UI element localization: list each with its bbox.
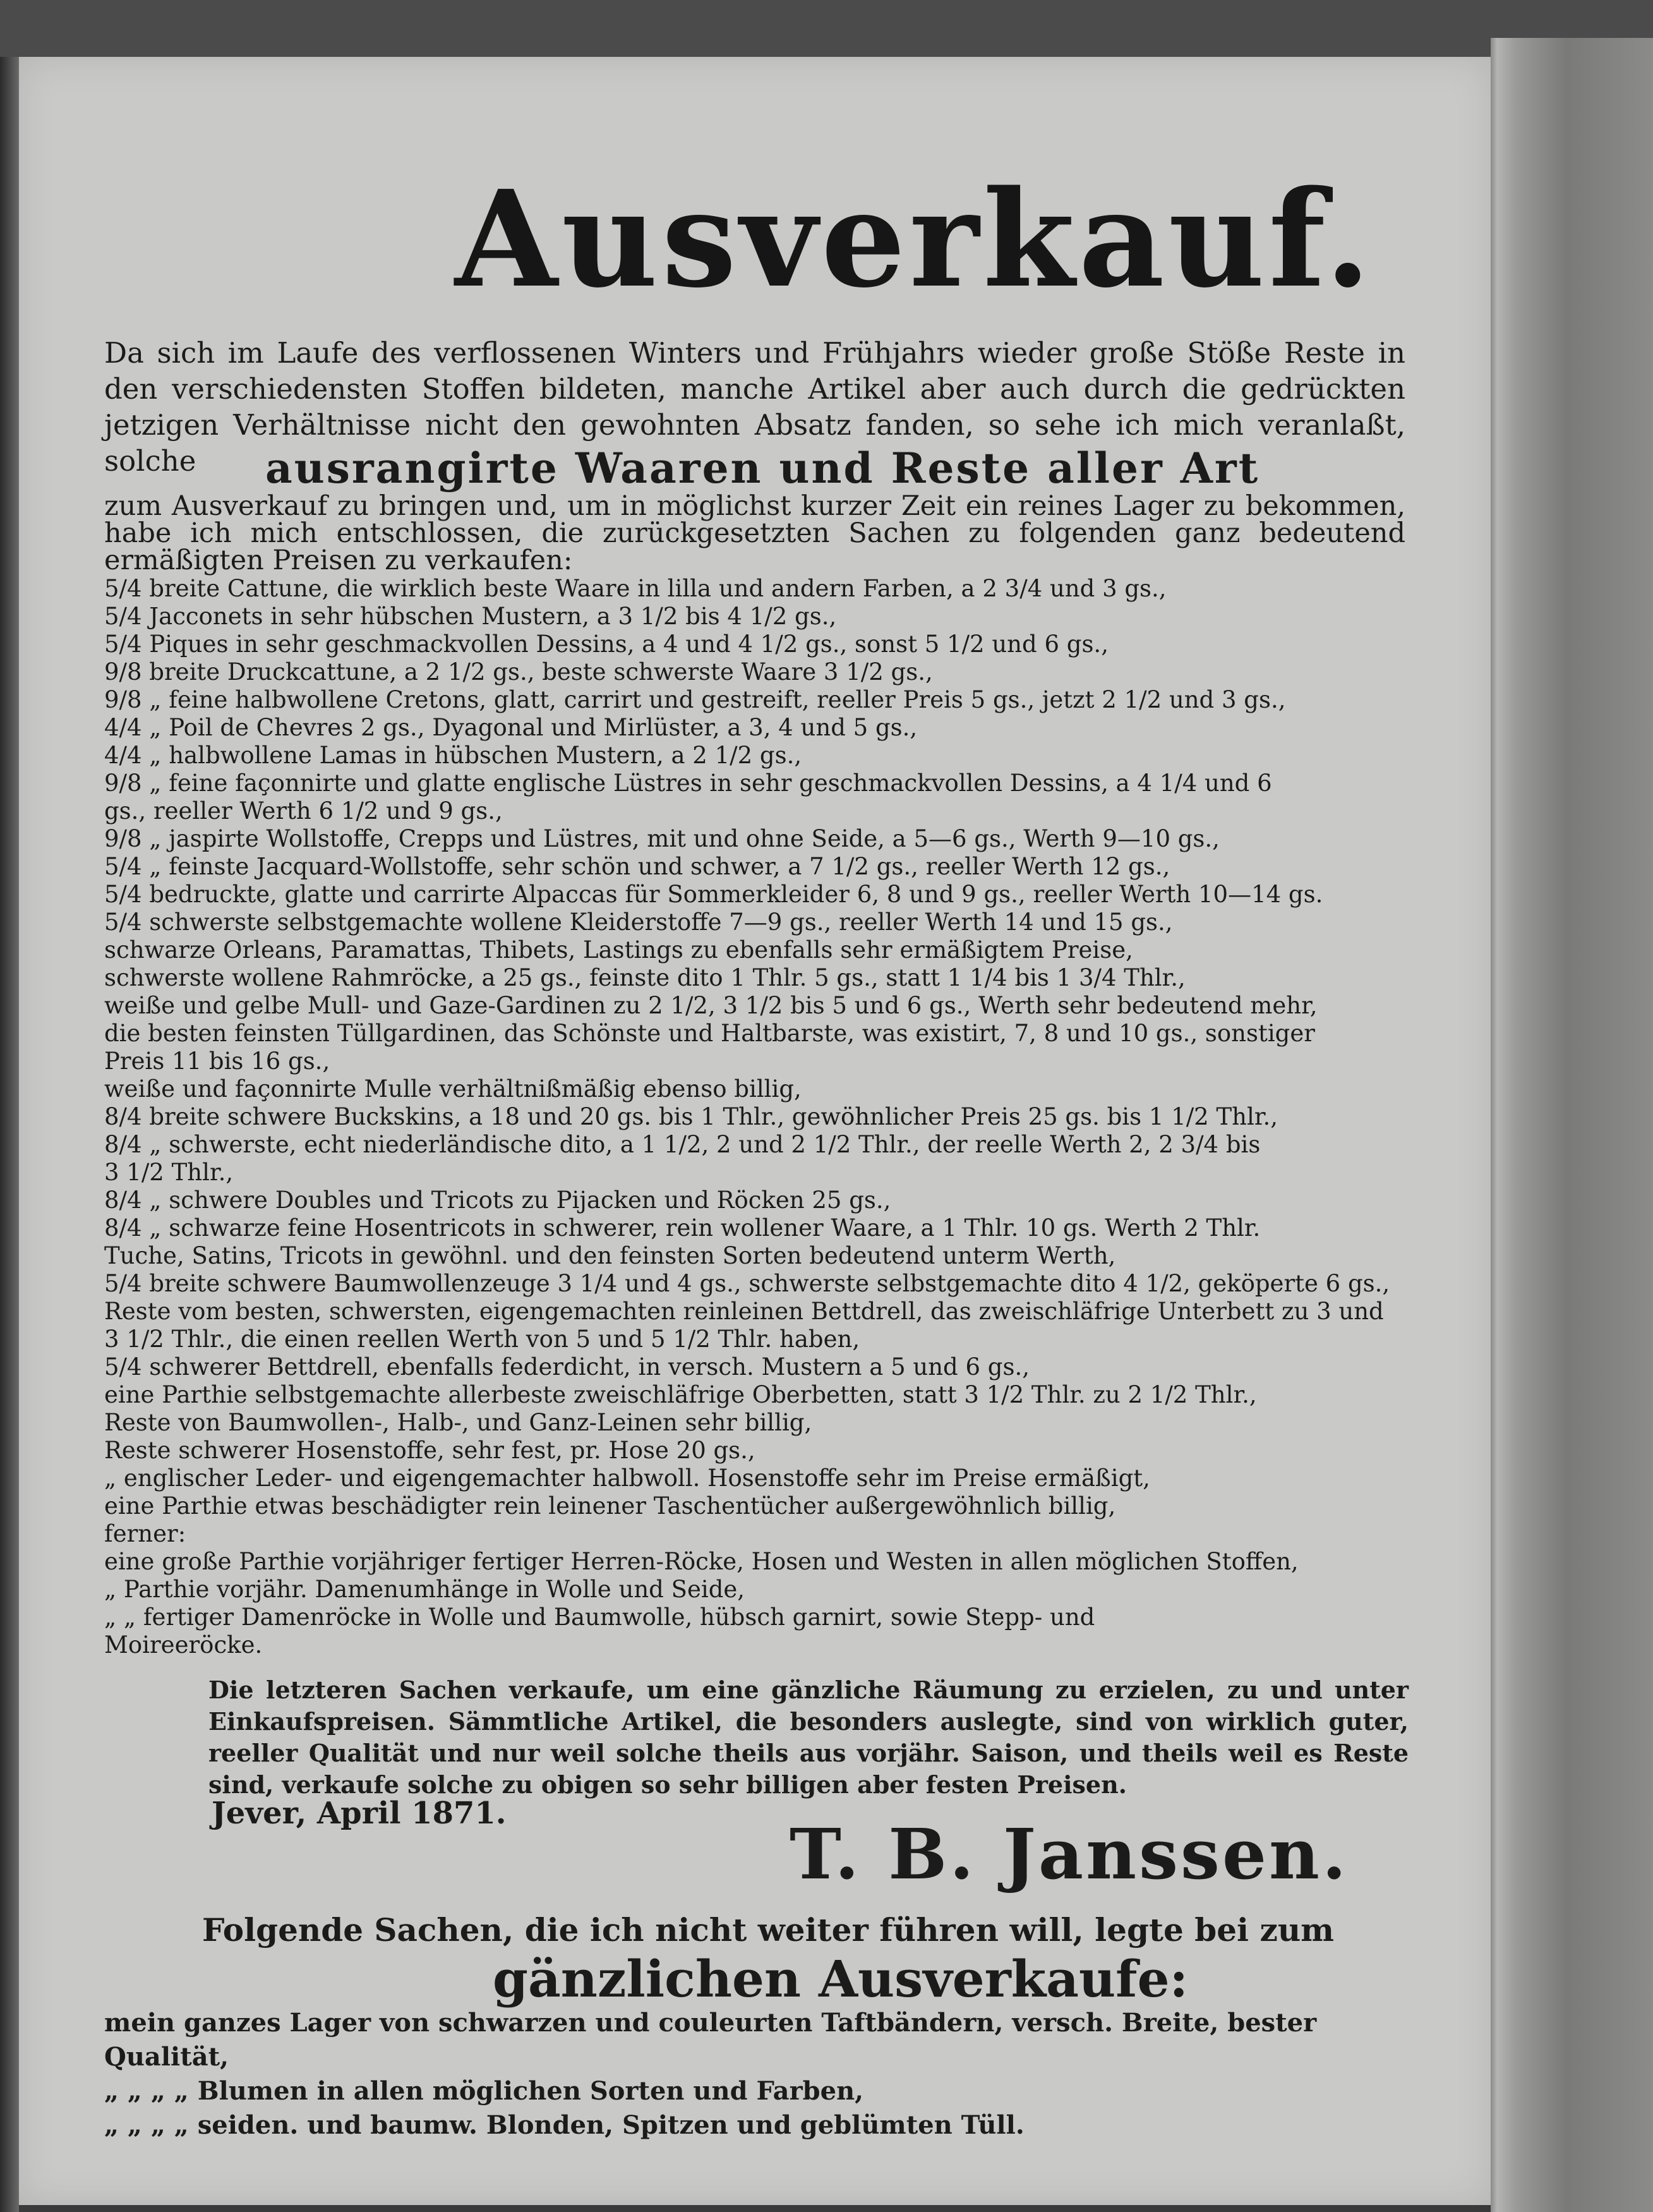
intro-paragraph: Da sich im Laufe des verflossenen Winters und Frühjahrs wieder große Stöße Reste in den verschiedensten Stoffen bildeten, manche Artikel aber auch durch die gedrückten jetzigen Verhältnisse nicht den gewohnten Absatz fanden, so sehe ich mich veranlaßt, solche (104, 336, 1405, 478)
price-list-item: eine große Parthie vorjähriger fertiger Herren-Röcke, Hosen und Westen in allen möglichen Stoffen, (104, 1548, 1299, 1575)
price-list-item: Reste schwerer Hosenstoffe, sehr fest, pr. Hose 20 gs., (104, 1437, 755, 1464)
price-list-item: Reste von Baumwollen-, Halb-, und Ganz-Leinen sehr billig, (104, 1409, 812, 1436)
final-heading: gänzlichen Ausverkaufe: (493, 1949, 1189, 2009)
price-list-item: ferner: (104, 1520, 186, 1547)
final-intro: Folgende Sachen, die ich nicht weiter führen will, legte bei zum (202, 1911, 1335, 1949)
price-list-item: 5/4 breite schwere Baumwollenzeuge 3 1/4 und 4 gs., schwerste selbstgemachte dito 4 1/2, geköperte 6 gs., (104, 1270, 1390, 1297)
price-list-item: 9/8 „ feine façonnirte und glatte englische Lüstres in sehr geschmackvollen Dessins, a 4 1/4 und 6 (104, 770, 1272, 797)
newspaper-page (19, 57, 1491, 2205)
price-list-item: Tuche, Satins, Tricots in gewöhnl. und den feinsten Sorten bedeutend unterm Werth, (104, 1242, 1116, 1269)
closing-paragraph: Die letzteren Sachen verkaufe, um eine gänzliche Räumung zu erzielen, zu und unter Einkaufspreisen. Sämmtliche Artikel, die besonders auslegte, sind von wirklich guter, reeller Qualität und nur weil solche theils aus vorjähr. Saison, und theils weil es Reste sind, verkaufe solche zu obigen so sehr billigen aber festen Preisen. (208, 1676, 1409, 1799)
final-line: „ „ „ „ seiden. und baumw. Blonden, Spitzen und geblümten Tüll. (104, 2110, 1025, 2140)
price-list-item: 9/8 breite Druckcattune, a 2 1/2 gs., beste schwerste Waare 3 1/2 gs., (104, 658, 933, 686)
subheading: ausrangirte Waaren und Reste aller Art (265, 444, 1260, 493)
price-list-item: weiße und gelbe Mull- und Gaze-Gardinen zu 2 1/2, 3 1/2 bis 5 und 6 gs., Werth sehr bedeutend mehr, (104, 992, 1318, 1019)
book-spine (0, 57, 19, 2212)
price-list-item: 5/4 breite Cattune, die wirklich beste Waare in lilla und andern Farben, a 2 3/4 und 3 gs., (104, 575, 1167, 602)
final-list (104, 2006, 1431, 2142)
price-list-item: 4/4 „ halbwollene Lamas in hübschen Mustern, a 2 1/2 gs., (104, 742, 802, 769)
price-list-item: 5/4 schwerer Bettdrell, ebenfalls federdicht, in versch. Mustern a 5 und 6 gs., (104, 1353, 1030, 1381)
ad-title: Ausverkauf. (455, 161, 1375, 317)
page-edge-stack (1491, 38, 1653, 2212)
price-list-item: 3 1/2 Thlr., die einen reellen Werth von 5 und 5 1/2 Thlr. haben, (104, 1326, 860, 1353)
scan-top-edge (0, 0, 1653, 57)
intro-paragraph-2: zum Ausverkauf zu bringen und, um in möglichst kurzer Zeit ein reines Lager zu bekommen, habe ich mich entschlossen, die zurückgesetzten Sachen zu folgenden ganz bedeutend ermäßigten Preisen zu verkaufen: (104, 490, 1405, 576)
price-list-item: 9/8 „ feine halbwollene Cretons, glatt, carrirt und gestreift, reeller Preis 5 gs., jetzt 2 1/2 und 3 gs., (104, 686, 1286, 713)
price-list-item: 5/4 Piques in sehr geschmackvollen Dessins, a 4 und 4 1/2 gs., sonst 5 1/2 und 6 gs., (104, 631, 1109, 658)
price-list-item: 5/4 bedruckte, glatte und carrirte Alpaccas für Sommerkleider 6, 8 und 9 gs., reeller Werth 10—14 gs. (104, 881, 1323, 908)
price-list-item: Preis 11 bis 16 gs., (104, 1048, 330, 1075)
place-date: Jever, April 1871. (212, 1796, 507, 1831)
price-list-item: schwerste wollene Rahmröcke, a 25 gs., feinste dito 1 Thlr. 5 gs., statt 1 1/4 bis 1 3/4 Thlr., (104, 964, 1186, 991)
price-list-item: 8/4 „ schwarze feine Hosentricots in schwerer, rein wollener Waare, a 1 Thlr. 10 gs. Werth 2 Thlr. (104, 1214, 1261, 1242)
signature: T. B. Janssen. (790, 1813, 1349, 1895)
price-list-item: 4/4 „ Poil de Chevres 2 gs., Dyagonal und Mirlüster, a 3, 4 und 5 gs., (104, 714, 918, 741)
price-list-item: eine Parthie selbstgemachte allerbeste zweischläfrige Oberbetten, statt 3 1/2 Thlr. zu 2 1/2 Thlr., (104, 1381, 1257, 1408)
price-list-item: eine Parthie etwas beschädigter rein leinener Taschentücher außergewöhnlich billig, (104, 1492, 1116, 1520)
price-list-item: „ Parthie vorjähr. Damenumhänge in Wolle und Seide, (104, 1576, 745, 1603)
price-list-item: gs., reeller Werth 6 1/2 und 9 gs., (104, 797, 503, 825)
price-list-item: 5/4 Jacconets in sehr hübschen Mustern, a 3 1/2 bis 4 1/2 gs., (104, 603, 837, 630)
price-list-item: 5/4 schwerste selbstgemachte wollene Kleiderstoffe 7—9 gs., reeller Werth 14 und 15 gs., (104, 909, 1173, 936)
price-list-item: 5/4 „ feinste Jacquard-Wollstoffe, sehr schön und schwer, a 7 1/2 gs., reeller Werth 12 gs., (104, 853, 1170, 880)
price-list-item: 8/4 breite schwere Buckskins, a 18 und 20 gs. bis 1 Thlr., gewöhnlicher Preis 25 gs. bis 1 1/2 Thlr., (104, 1103, 1278, 1130)
price-list-item: weiße und façonnirte Mulle verhältnißmäßig ebenso billig, (104, 1075, 802, 1103)
final-line: „ „ „ „ Blumen in allen möglichen Sorten und Farben, (104, 2076, 864, 2106)
price-list-item: 3 1/2 Thlr., (104, 1159, 234, 1186)
price-list (104, 575, 1418, 1659)
price-list-item: 8/4 „ schwerste, echt niederländische dito, a 1 1/2, 2 und 2 1/2 Thlr., der reelle Werth 2, 2 3/4 bis (104, 1131, 1261, 1158)
final-line: mein ganzes Lager von schwarzen und couleurten Taftbändern, versch. Breite, bester Qualität, (104, 2008, 1317, 2072)
price-list-item: „ „ fertiger Damenröcke in Wolle und Baumwolle, hübsch garnirt, sowie Stepp- und (104, 1604, 1095, 1631)
price-list-item: 8/4 „ schwere Doubles und Tricots zu Pijacken und Röcken 25 gs., (104, 1187, 891, 1214)
price-list-item: Moireeröcke. (104, 1631, 263, 1659)
advertisement (19, 57, 1491, 2205)
price-list-item: schwarze Orleans, Paramattas, Thibets, Lastings zu ebenfalls sehr ermäßigtem Preise, (104, 936, 1133, 964)
price-list-item: 9/8 „ jaspirte Wollstoffe, Crepps und Lüstres, mit und ohne Seide, a 5—6 gs., Werth 9—10 gs., (104, 825, 1220, 852)
price-list-item: Reste vom besten, schwersten, eigengemachten reinleinen Bettdrell, das zweischläfrige Unterbett zu 3 und (104, 1298, 1384, 1325)
price-list-item: „ englischer Leder- und eigengemachter halbwoll. Hosenstoffe sehr im Preise ermäßigt, (104, 1465, 1150, 1492)
price-list-item: die besten feinsten Tüllgardinen, das Schönste und Haltbarste, was existirt, 7, 8 und 10 gs., sonstiger (104, 1020, 1315, 1047)
